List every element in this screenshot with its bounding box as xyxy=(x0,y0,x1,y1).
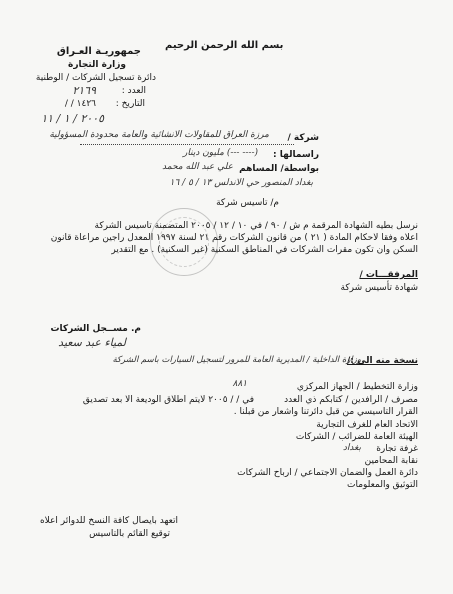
company-dotted-line xyxy=(80,144,294,145)
copy-item: الاتحاد العام للغرف التجارية xyxy=(316,420,418,430)
via-value: علي عبد الله محمد xyxy=(162,162,233,172)
directorate-name: دائرة تسجيل الشركات / الوطنية xyxy=(35,73,156,83)
attachments-item: شهادة تأسيس شركة xyxy=(340,283,418,293)
copy-approval: القرار التاسيسي من قبل دائرتنا واشعار من قبلنا . xyxy=(233,407,418,417)
footer-pledge: اتعهد بايصال كافة النسخ للدوائر اعلاه xyxy=(39,516,178,526)
body-line-2: اعلاه وفقا لاحكام المادة ( ٢١ ) من قانون الشركات رقم ٢١ لسنة ١٩٩٧ المعدل راجين مراعاة قانون xyxy=(50,233,418,243)
body-line-3: السكن وان تكون مقرات الشركات في المناطق السكنية (غير السكنية) . مع التقدير xyxy=(111,245,418,255)
copy-bank-suffix: في / / ٢٠٠٥ لايتم اطلاق الوديعة الا بعد تصديق xyxy=(82,395,254,405)
ministry-name: وزارة التجارة xyxy=(68,60,126,70)
date-label: التاريخ : xyxy=(115,99,145,109)
registrar-signature: لمياء عبد سعيد xyxy=(58,336,126,349)
via-label: بواسطة/ المساهم xyxy=(239,164,319,174)
date-hijri: ١٤٢٦ / / xyxy=(64,99,96,109)
footer-signature: توقيع القائم بالتاسيس xyxy=(89,529,170,539)
address-value: بغداد المنصور حي الاندلس ١٣ / ٥ / ١٦ xyxy=(169,178,313,188)
copy-item: التوثيق والمعلومات xyxy=(347,480,418,490)
number-value: ٢١٦٩ xyxy=(72,84,96,97)
body-line-1: نرسل بطيه الشهادة المرقمة م ش / ٩٠ / في ١٠ / ١٢ / ٢٠٠٥ المتضمنة تاسيس الشركة xyxy=(94,221,418,231)
capital-label: راسمالها : xyxy=(273,150,319,160)
copy-item: دائرة العمل والضمان الاجتماعي / ارباح الشركات xyxy=(237,468,418,478)
bank-number: ٨٨١ xyxy=(232,379,247,389)
subject-line: م/ تاسيس شركة xyxy=(216,198,279,208)
country-name: جمهوريـة العـراق xyxy=(56,46,141,57)
registrar-title: م. مســجل الشركات xyxy=(50,324,141,334)
copy-item: الهيئة العامة للضرائب / الشركات xyxy=(295,432,418,442)
attachments-label: المرفقـــات / xyxy=(359,270,418,280)
company-label: شركة / xyxy=(287,133,319,143)
company-name: مرزة العراق للمقاولات الانشائية والعامة محدودة المسؤولية xyxy=(49,130,269,140)
bismillah: بسم الله الرحمن الرحيم xyxy=(165,40,284,51)
copy-item: نقابة المحامين xyxy=(364,456,418,466)
number-label: العدد : xyxy=(121,86,146,96)
copy-handwritten-1: وزارة الداخلية / المديرية العامة للمرور لتسجيل السيارات باسم الشركة xyxy=(112,355,361,365)
chamber-handwritten: بغداد xyxy=(342,443,361,453)
date-value: ٢٠٠٥ / ١ / ١١ xyxy=(41,112,104,125)
capital-value: (---- ---) مليون دينار xyxy=(183,148,258,158)
copies-label: نسخة منه الى :/ xyxy=(346,356,418,366)
copy-bank: مصرف / الرافدين / كتابكم ذي العدد xyxy=(284,395,418,405)
copy-planning: وزارة التخطيط / الجهاز المركزي xyxy=(296,382,418,392)
copy-item: غرفة تجارة xyxy=(376,444,418,454)
